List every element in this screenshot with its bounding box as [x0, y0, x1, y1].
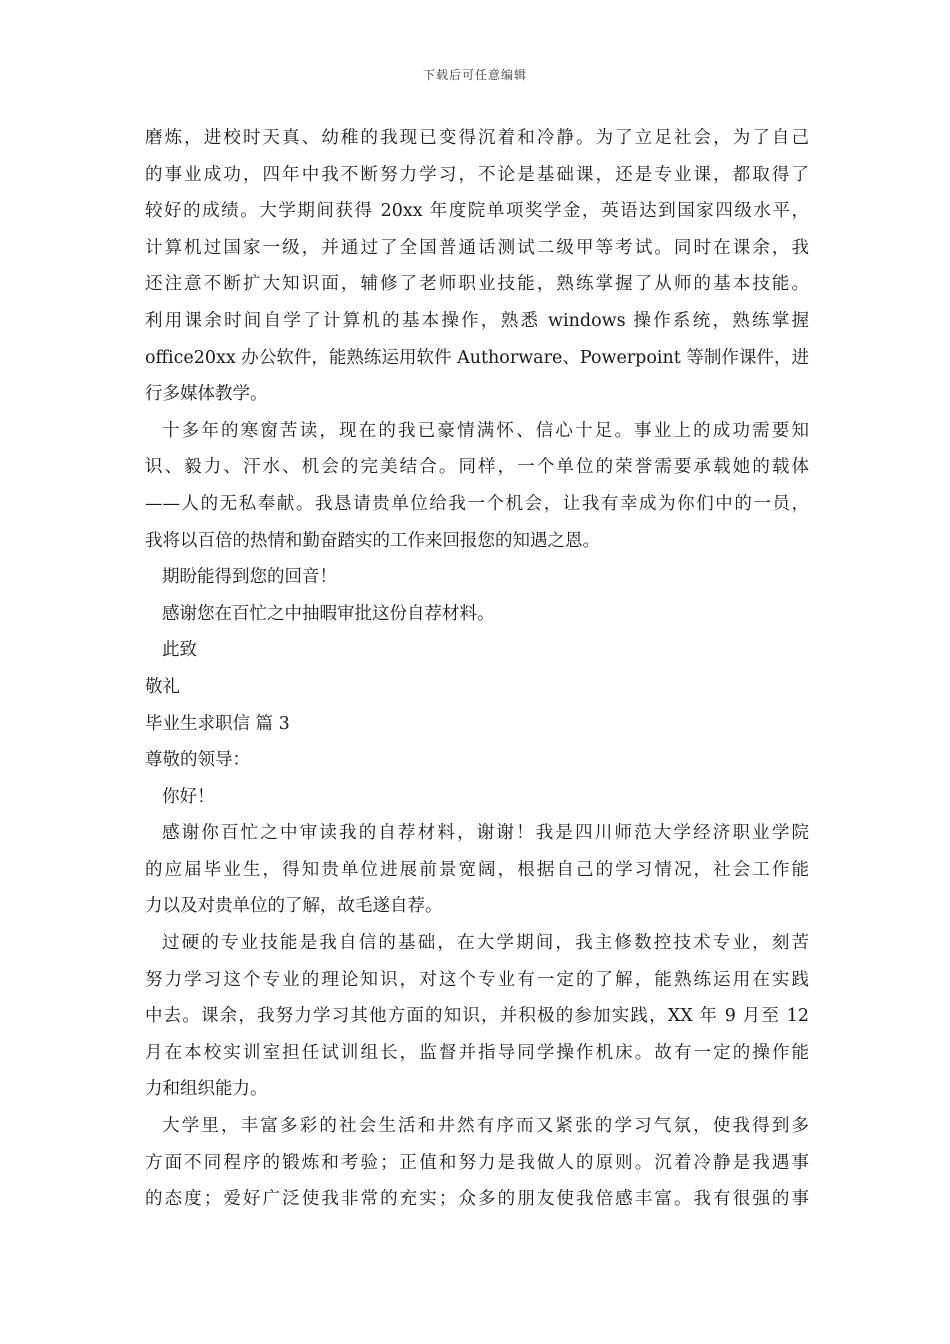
- text-line: 方面不同程序的锻炼和考验；正值和努力是我做人的原则。沉着冷静是我遇事: [145, 1152, 809, 1173]
- text-line: 行多媒体教学。: [145, 384, 268, 405]
- text-line: 磨炼，进校时天真、幼稚的我现已变得沉着和冷静。为了立足社会，为了自己: [145, 128, 809, 148]
- section-title: 毕业生求职信 篇 3: [145, 713, 290, 734]
- text-line: 计算机过国家一级，并通过了全国普通话测试二级甲等考试。同时在课余，我: [145, 237, 809, 258]
- text-line: 识、毅力、汗水、机会的完美结合。同样，一个单位的荣誉需要承载她的载体: [145, 457, 809, 478]
- text-line: office20xx 办公软件，能熟练运用软件 Authorware、Powerpoint 等制作课件，进: [145, 347, 809, 368]
- closing-regards: 敬礼: [145, 676, 180, 697]
- text-line: 利用课余时间自学了计算机的基本操作，熟悉 windows 操作系统，熟练掌握: [145, 310, 809, 331]
- text-line: 月在本校实训室担任试训组长，监督并指导同学操作机床。故有一定的操作能: [145, 1042, 809, 1063]
- text-line: 我将以百倍的热情和勤奋踏实的工作来回报您的知遇之恩。: [145, 530, 600, 551]
- text-line: 感谢你百忙之中审读我的自荐材料，谢谢！我是四川师范大学经济职业学院: [162, 823, 809, 844]
- text-line: 的应届毕业生，得知贵单位进展前景宽阔，根据自己的学习情况，社会工作能: [145, 859, 809, 880]
- document-body: [145, 120, 809, 1218]
- text-line: 你好！: [162, 786, 215, 807]
- text-line: 的事业成功，四年中我不断努力学习，不论是基础课，还是专业课，都取得了: [145, 164, 809, 185]
- closing-salutation: 此致: [162, 640, 197, 661]
- page-header: 下载后可任意编辑: [422, 68, 527, 82]
- text-line: 感谢您在百忙之中抽暇审批这份自荐材料。: [162, 603, 495, 624]
- text-line: 还注意不断扩大知识面，辅修了老师职业技能，熟练掌握了从师的基本技能。: [145, 274, 809, 295]
- text-line: 较好的成绩。大学期间获得 20xx 年度院单项奖学金，英语达到国家四级水平，: [145, 201, 809, 222]
- text-line: 过硬的专业技能是我自信的基础，在大学期间，我主修数控技术专业，刻苦: [162, 933, 809, 954]
- text-line: 十多年的寒窗苦读，现在的我已豪情满怀、信心十足。事业上的成功需要知: [162, 420, 809, 441]
- text-line: 的态度；爱好广泛使我非常的充实；众多的朋友使我倍感丰富。我有很强的事: [145, 1189, 809, 1210]
- greeting: 尊敬的领导：: [145, 750, 250, 771]
- text-line: 力和组织能力。: [145, 1079, 268, 1100]
- text-line: 中去。课余，我努力学习其他方面的知识，并积极的参加实践，XX 年 9 月至 12: [145, 1006, 809, 1027]
- text-line: 大学里，丰富多彩的社会生活和井然有序而又紧张的学习气氛，使我得到多: [162, 1116, 809, 1137]
- text-line: ——人的无私奉献。我恳请贵单位给我一个机会，让我有幸成为你们中的一员，: [145, 493, 809, 514]
- text-line: 努力学习这个专业的理论知识，对这个专业有一定的了解，能熟练运用在实践: [145, 969, 809, 990]
- text-line: 期盼能得到您的回音！: [162, 567, 337, 588]
- text-line: 力以及对贵单位的了解，故毛遂自荐。: [145, 896, 443, 917]
